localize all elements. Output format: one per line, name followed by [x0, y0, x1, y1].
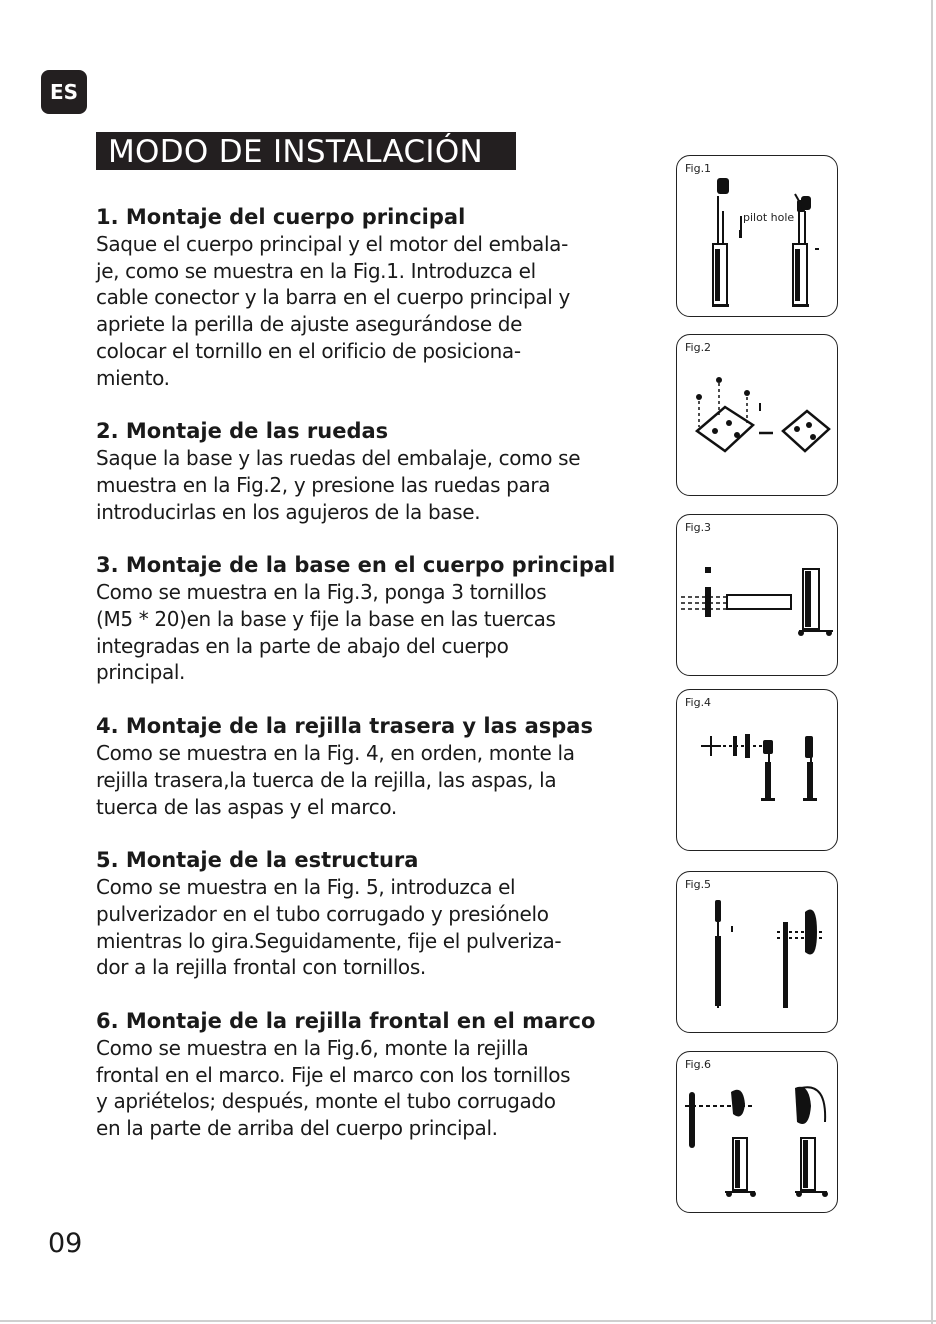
section-body: Como se muestra en la Fig. 4, en orden, monte la rejilla trasera,la tuerca de la rejilla, las aspas, la tuerca de las aspas y el marco.: [96, 741, 575, 819]
section-main-body: [96, 204, 626, 391]
section-structure: [96, 847, 626, 981]
figure-3: [676, 514, 838, 676]
page-number: 09: [48, 1228, 83, 1259]
page-edge-right: [931, 0, 933, 1324]
figure-4: [676, 689, 838, 851]
section-body: Como se muestra en la Fig.3, ponga 3 tornillos (M5 * 20)en la base y fije la base en las tuercas integradas en la parte de abajo del cuerpo principal.: [96, 580, 556, 685]
instructions: [96, 204, 626, 1169]
figure-label: Fig.3: [685, 521, 712, 534]
language-badge: ES: [41, 70, 87, 114]
section-heading: 4. Montaje de la rejilla trasera y las aspas: [96, 714, 593, 739]
section-body: Como se muestra en la Fig.6, monte la rejilla frontal en el marco. Fije el marco con los tornillos y apriételos; después, monte el tubo corrugado en la parte de arriba del cuerpo principal.: [96, 1036, 571, 1141]
section-heading: 3. Montaje de la base en el cuerpo principal: [96, 553, 616, 578]
fig5-drawing: [677, 872, 839, 1034]
figure-label: Fig.1: [685, 162, 712, 175]
page-title: MODO DE INSTALACIÓN: [96, 132, 516, 170]
section-heading: 2. Montaje de las ruedas: [96, 419, 389, 444]
figure-1: [676, 155, 838, 317]
figure-label: Fig.4: [685, 696, 712, 709]
section-wheels: [96, 418, 626, 525]
section-front-grill: [96, 1008, 626, 1142]
section-heading: 5. Montaje de la estructura: [96, 848, 419, 873]
fig6-drawing: [677, 1052, 839, 1214]
figure-5: [676, 871, 838, 1033]
section-rear-grill-blades: [96, 713, 626, 820]
section-body: Como se muestra en la Fig. 5, introduzca el pulverizador en el tubo corrugado y presiónelo mientras lo gira.Seguidamente, fije el pulveriza- dor a la rejilla frontal con tornillos.: [96, 875, 562, 980]
figure-label: Fig.2: [685, 341, 712, 354]
figure-label: Fig.5: [685, 878, 712, 891]
page-edge-bottom: [0, 1320, 936, 1322]
section-body: Saque el cuerpo principal y el motor del embala- je, como se muestra en la Fig.1. Introduzca el cable conector y la barra en el cuerpo principal y apriete la perilla de ajuste asegurándose de colocar el tornillo en el orificio de posiciona- miento.: [96, 232, 571, 390]
section-body: Saque la base y las ruedas del embalaje, como se muestra en la Fig.2, y presione las ruedas para introducirlas en los agujeros de la base.: [96, 446, 581, 524]
figure-2: [676, 334, 838, 496]
fig2-drawing: [677, 335, 839, 497]
fig4-drawing: [677, 690, 839, 852]
section-base: [96, 552, 626, 686]
figure-annotation: pilot hole: [743, 211, 795, 224]
section-heading: 6. Montaje de la rejilla frontal en el marco: [96, 1009, 596, 1034]
figure-label: Fig.6: [685, 1058, 712, 1071]
figure-6: [676, 1051, 838, 1213]
fig3-drawing: [677, 515, 839, 677]
section-heading: 1. Montaje del cuerpo principal: [96, 205, 466, 229]
fig1-drawing: [677, 156, 839, 318]
